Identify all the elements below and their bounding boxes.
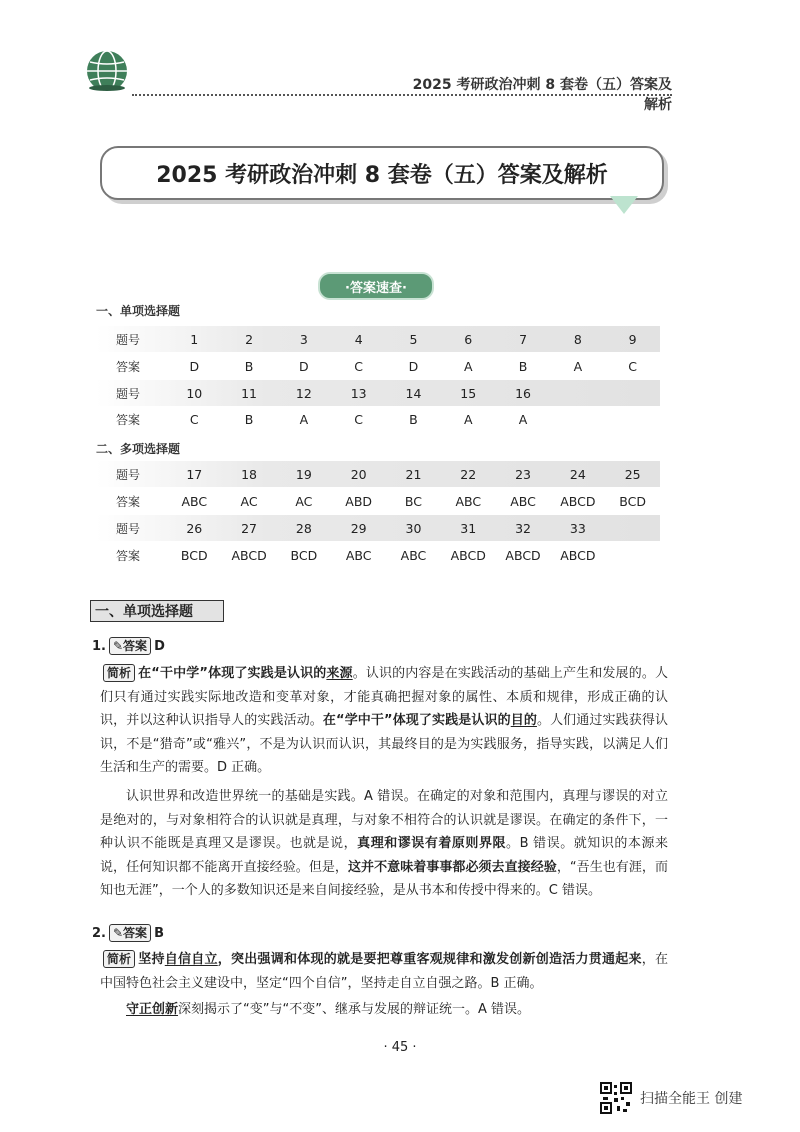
table-cell: 14	[405, 385, 422, 401]
table-cell: 13	[350, 385, 367, 401]
table-cell: 27	[241, 520, 258, 536]
table-cell: 4	[354, 331, 363, 347]
table-cell: 11	[241, 385, 258, 401]
scanner-watermark: 扫描全能王 创建	[640, 1091, 743, 1107]
row-label: 题号	[116, 386, 141, 401]
q1-number: 1.	[92, 638, 106, 654]
row-label: 答案	[116, 548, 141, 563]
answer-table-row	[96, 353, 660, 379]
table-cell: ABD	[345, 493, 373, 509]
table-cell: D	[189, 358, 200, 374]
table-cell: 15	[460, 385, 477, 401]
quick-answers-label: ·答案速查·	[318, 272, 434, 300]
table-cell: 32	[515, 520, 531, 536]
analysis-badge: 简析	[103, 950, 135, 968]
answer-table-row	[96, 515, 660, 541]
table-cell: 10	[186, 385, 203, 401]
table-cell: BCD	[290, 547, 318, 563]
answer-badge: ✎答案	[109, 924, 151, 942]
table-cell: A	[463, 411, 473, 427]
doc-title-box	[100, 146, 664, 200]
row-label: 题号	[116, 332, 141, 347]
table-cell: 19	[295, 466, 312, 482]
table-cell: AC	[240, 493, 258, 509]
table-cell: B	[244, 358, 254, 374]
table-cell: 1	[190, 331, 199, 347]
doc-title: 2025 考研政治冲刺 8 套卷（五）答案及解析	[156, 162, 608, 188]
q1-answer-line	[92, 637, 165, 655]
table-cell: A	[299, 411, 309, 427]
table-cell: 22	[460, 466, 477, 482]
row-label: 题号	[116, 521, 141, 536]
section-heading: 一、单项选择题	[90, 600, 224, 622]
table-cell: BCD	[180, 547, 208, 563]
table-cell: 25	[624, 466, 641, 482]
table-cell: C	[628, 358, 638, 374]
table-cell: BC	[404, 493, 422, 509]
q1-analysis-p2: 认识世界和改造世界统一的基础是实践。A 错误。在确定的对象和范围内，真理与谬误的对立是绝对的，与对象相符合的认识就是真理，与对象不相符合的认识就是谬误。在确定的条件下，一种认识不能既是真理又是谬误。也就是说，真理和谬误有着原则界限。B 错误。就知识的本源来说，任何知识都不能离开直接经验。但是，这并不意味着事事都必须去直接经验，“吾生也有涯，而知也无涯”，一个人的多数知识还是来自间接经验，是从书本和传授中得来的。C 错误。	[100, 789, 668, 898]
table-cell: 21	[405, 466, 422, 482]
table-cell: 7	[519, 331, 528, 347]
row-label: 答案	[116, 494, 141, 509]
running-header: 2025 考研政治冲刺 8 套卷（五）答案及解析	[412, 77, 672, 113]
analysis-badge: 简析	[103, 664, 135, 682]
table-cell: 12	[295, 385, 312, 401]
answer-table-row	[96, 461, 660, 487]
q2-number: 2.	[92, 925, 106, 941]
multi-choice-heading: 二、多项选择题	[96, 442, 181, 456]
table-cell: BCD	[619, 493, 646, 509]
q2-answer: B	[154, 925, 164, 941]
table-cell: 2	[245, 331, 254, 347]
answer-table-row	[96, 406, 660, 432]
table-cell: ABCD	[450, 547, 486, 563]
answer-table-row	[96, 542, 660, 568]
table-cell: 16	[515, 385, 531, 401]
answer-table-row	[96, 380, 660, 406]
q2-analysis-p2: 守正创新深刻揭示了“变”与“不变”、继承与发展的辩证统一。A 错误。	[126, 1002, 530, 1017]
row-label: 题号	[116, 467, 141, 482]
table-cell: A	[573, 358, 583, 374]
qr-code-icon	[600, 1082, 632, 1114]
table-cell: ABC	[400, 547, 427, 563]
table-cell: A	[463, 358, 473, 374]
page-number: · 45 ·	[383, 1040, 417, 1055]
table-cell: A	[518, 411, 528, 427]
table-cell: ABC	[345, 547, 372, 563]
header-divider	[132, 94, 672, 96]
answer-badge: ✎答案	[109, 637, 151, 655]
table-cell: 24	[569, 466, 586, 482]
row-label: 答案	[116, 412, 141, 427]
single-choice-heading: 一、单项选择题	[96, 304, 181, 318]
table-cell: 3	[299, 331, 308, 347]
answer-table-row	[96, 326, 660, 352]
table-cell: 17	[186, 466, 203, 482]
globe-logo-icon	[84, 48, 130, 94]
table-cell: 29	[350, 520, 367, 536]
table-cell: ABCD	[560, 493, 596, 509]
table-cell: D	[408, 358, 419, 374]
table-cell: B	[518, 358, 528, 374]
table-cell: 6	[464, 331, 473, 347]
table-cell: AC	[295, 493, 313, 509]
q1-analysis: 简析 在“干中学”体现了实践是认识的来源。认识的内容是在实践活动的基础上产生和发展的。人们只有通过实践实际地改造和变革对象，才能真确把握对象的属性、本质和规律，形成正确的认识，并以这种认识指导人的实践活动。在“学中干”体现了实践是认识的目的。人们通过实践获得认识，不是“猎奇”或“雅兴”，不是为认识而认识，其最终目的是为实践服务，指导实践，以满足人们生活和生产的需要。D 正确。	[100, 666, 668, 775]
table-cell: 33	[569, 520, 586, 536]
table-cell: 28	[295, 520, 312, 536]
table-cell: ABCD	[505, 547, 541, 563]
table-cell: B	[244, 411, 254, 427]
table-cell: 8	[573, 331, 582, 347]
title-decoration	[610, 196, 638, 214]
table-cell: C	[354, 411, 364, 427]
table-cell: 23	[515, 466, 531, 482]
table-cell: ABC	[181, 493, 208, 509]
table-cell: ABC	[510, 493, 536, 509]
table-cell: 31	[460, 520, 477, 536]
table-cell: D	[299, 358, 309, 374]
table-cell: 18	[241, 466, 258, 482]
table-cell: C	[189, 411, 199, 427]
answer-table-row	[96, 488, 660, 514]
table-cell: ABCD	[560, 547, 596, 563]
table-cell: 30	[405, 520, 422, 536]
q1-answer: D	[154, 638, 165, 654]
row-label: 答案	[116, 359, 141, 374]
table-cell: 5	[409, 331, 418, 347]
table-cell: 9	[628, 331, 637, 347]
q2-analysis: 简析 坚持自信自立，突出强调和体现的就是要把尊重客观规律和激发创新创造活力贯通起来，在中国特色社会主义建设中，坚定“四个自信”，坚持走自立自强之路。B 正确。	[100, 952, 668, 991]
table-cell: 26	[186, 520, 203, 536]
table-cell: C	[354, 358, 364, 374]
q2-answer-line	[92, 924, 164, 942]
table-cell: ABCD	[231, 547, 267, 563]
table-cell: 20	[350, 466, 367, 482]
table-cell: ABC	[455, 493, 482, 509]
table-cell: B	[409, 411, 418, 427]
